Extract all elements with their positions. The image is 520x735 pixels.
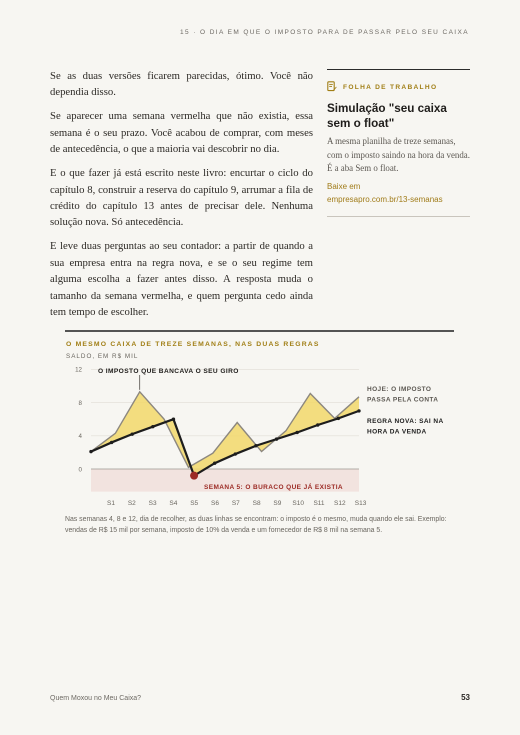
series-new-point [357,409,360,412]
cash-chart [65,329,455,539]
series-new-point [275,437,278,440]
x-tick-label: S13 [354,500,367,507]
chart-svg [65,329,460,539]
series-new-point [131,432,134,435]
series-new-point [213,461,216,464]
annotation-hole: SEMANA 5: O BURACO QUE JÁ EXISTIA [204,484,344,491]
running-head: 15 · O DIA EM QUE O IMPOSTO PARA DE PASSAR PELO SEU CAIXA [180,29,469,36]
paragraph: Se aparecer uma semana vermelha que não existia, essa semana é o seu prazo. Você acabou de comprar, com meses de antecedência, o que a maioria vai descobrir no dia. [50,110,313,156]
download-link-prefix: Baixe em [327,182,361,192]
page-number: 53 [461,693,470,702]
download-link[interactable] [327,181,470,206]
figure-caption: Nas semanas 4, 8 e 12, dia de recolher, as duas linhas se encontram: o imposto é o mesmo, muda quando ele sai. Exemplo: vendas de R$ 15 mil por semana, imposto de 10% da venda e um fornecedor de R$ 8 mil na semana 5. [65,516,447,535]
hole-marker [190,472,198,480]
series-new-point [316,423,319,426]
legend-today: HOJE: O IMPOSTO PASSA PELA CONTA [367,386,439,404]
x-tick-label: S10 [292,500,304,507]
x-tick-label: S7 [231,500,240,507]
chart-title: O MESMO CAIXA DE TREZE SEMANAS, NAS DUAS REGRAS [66,341,320,348]
y-tick-label: 4 [78,433,82,441]
sidebar-kicker [327,81,470,94]
sidebar-kicker-label: FOLHA DE TRABALHO [343,84,438,91]
pen-document-icon [327,81,337,94]
x-tick-label: S9 [273,500,282,507]
x-tick-label: S12 [334,500,346,507]
x-tick-label: S11 [313,500,325,507]
paragraph: Se as duas versões ficarem parecidas, ótimo. Você não dependia disso. [50,70,313,99]
series-new-point [295,431,298,434]
y-tick-label: 12 [75,366,82,374]
worksheet-sidebar [327,69,470,217]
series-new-point [89,450,92,453]
legend-new: REGRA NOVA: SAI NA HORA DA VENDA [367,418,444,436]
series-new-point [337,417,340,420]
chart-ylabel: SALDO, EM R$ MIL [66,353,139,360]
x-tick-label: S1 [107,500,115,507]
paragraph: E o que fazer já está escrito neste livro: encurtar o ciclo do capítulo 8, construir a reserva do capítulo 9, arrumar a fila de crédito do capítulo 13 antes de precisar dele. Nenhuma solução nova. Só antecedência. [50,167,313,229]
download-link-url[interactable]: empresapro.com.br/13-semanas [327,195,443,204]
series-new-point [151,425,154,428]
annotation-float: O IMPOSTO QUE BANCAVA O SEU GIRO [98,368,239,375]
x-tick-label: S8 [252,500,261,507]
series-new-point [110,441,113,444]
body-text [50,68,313,328]
sidebar-divider [327,216,470,217]
series-new-point [254,444,257,447]
x-tick-label: S6 [211,500,219,507]
footer-book-title: Quem Moxou no Meu Caixa? [50,695,142,702]
x-tick-label: S3 [148,500,157,507]
paragraph: E leve duas perguntas ao seu contador: a partir de quando a sua empresa entra na regra nova, e se o seu regime tem alguma escolha a fazer antes disso. A resposta muda o tamanho da semana vermelha, e quem pergunta cedo ainda tem tempo de escolher. [50,240,313,319]
sidebar-text: A mesma planilha de treze semanas, com o imposto saindo na hora da venda. É a aba Sem o float. [327,136,470,173]
series-new-point [234,452,237,455]
x-tick-label: S2 [127,500,136,507]
series-new-point [172,418,175,421]
sidebar-title: Simulação "seu caixa sem o float" [327,102,447,130]
y-tick-label: 0 [78,466,82,474]
y-tick-label: 8 [78,399,82,407]
x-tick-label: S4 [169,500,178,507]
x-tick-label: S5 [190,500,199,507]
